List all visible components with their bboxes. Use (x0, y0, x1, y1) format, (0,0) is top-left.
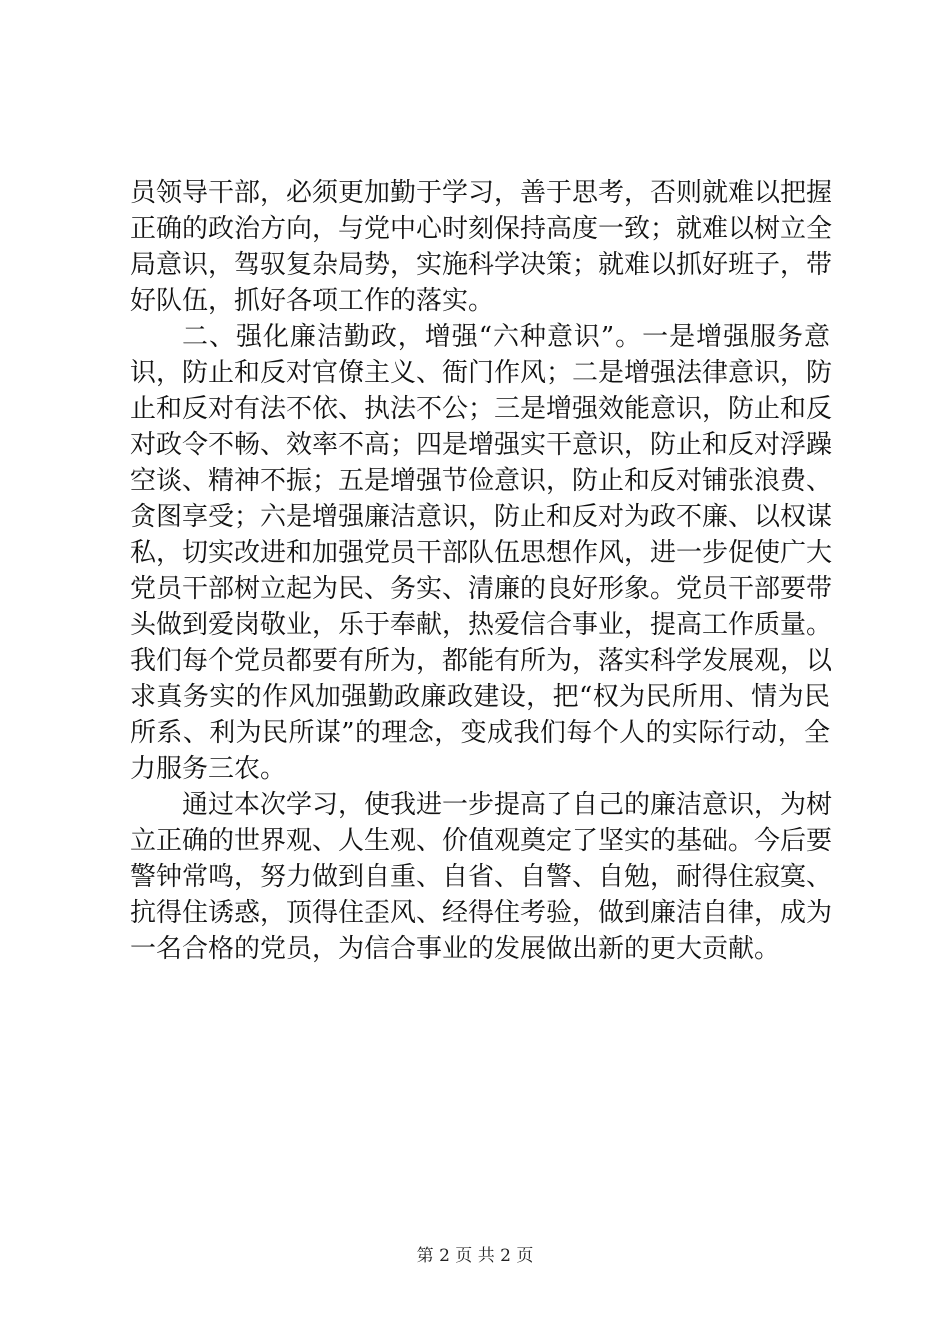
text-line: 好队伍，抓好各项工作的落实。 (130, 286, 495, 316)
page-number-footer: 第 2 页 共 2 页 (416, 1246, 534, 1266)
text-line: 空谈、精神不振；五是增强节俭意识，防止和反对铺张浪费、 (130, 466, 833, 496)
text-line: 贪图享受；六是增强廉洁意识，防止和反对为政不廉、以权谋 (130, 502, 833, 532)
text-line: 私，切实改进和加强党员干部队伍思想作风，进一步促使广大 (130, 538, 833, 568)
text-line: 员领导干部，必须更加勤于学习，善于思考，否则就难以把握 (130, 178, 833, 208)
text-line: 党员干部树立起为民、务实、清廉的良好形象。党员干部要带 (130, 574, 833, 604)
text-line: 对政令不畅、效率不高；四是增强实干意识，防止和反对浮躁 (130, 430, 833, 460)
text-line: 警钟常鸣，努力做到自重、自省、自警、自勉，耐得住寂寞、 (130, 862, 833, 892)
text-line: 抗得住诱惑，顶得住歪风、经得住考验，做到廉洁自律，成为 (130, 898, 833, 928)
text-line: 头做到爱岗敬业，乐于奉献，热爱信合事业，提高工作质量。 (130, 610, 833, 640)
text-line: 局意识，驾驭复杂局势，实施科学决策；就难以抓好班子，带 (130, 250, 833, 280)
text-line: 识，防止和反对官僚主义、衙门作风；二是增强法律意识，防 (130, 358, 833, 388)
paragraph-start-line: 通过本次学习，使我进一步提高了自己的廉洁意识，为树 (182, 790, 833, 820)
text-line: 我们每个党员都要有所为，都能有所为，落实科学发展观，以 (130, 646, 833, 676)
paragraph-start-line: 二、强化廉洁勤政，增强“六种意识”。一是增强服务意 (182, 322, 830, 352)
text-line: 求真务实的作风加强勤政廉政建设，把“权为民所用、情为民 (130, 682, 830, 712)
text-line: 一名合格的党员，为信合事业的发展做出新的更大贡献。 (130, 934, 781, 964)
text-line: 止和反对有法不依、执法不公；三是增强效能意识，防止和反 (130, 394, 833, 424)
document-body (130, 175, 833, 967)
text-line: 正确的政治方向，与党中心时刻保持高度一致；就难以树立全 (130, 214, 833, 244)
text-line: 所系、利为民所谋”的理念，变成我们每个人的实际行动，全 (130, 718, 830, 748)
text-line: 立正确的世界观、人生观、价值观奠定了坚实的基础。今后要 (130, 826, 833, 856)
text-line: 力服务三农。 (130, 754, 287, 784)
